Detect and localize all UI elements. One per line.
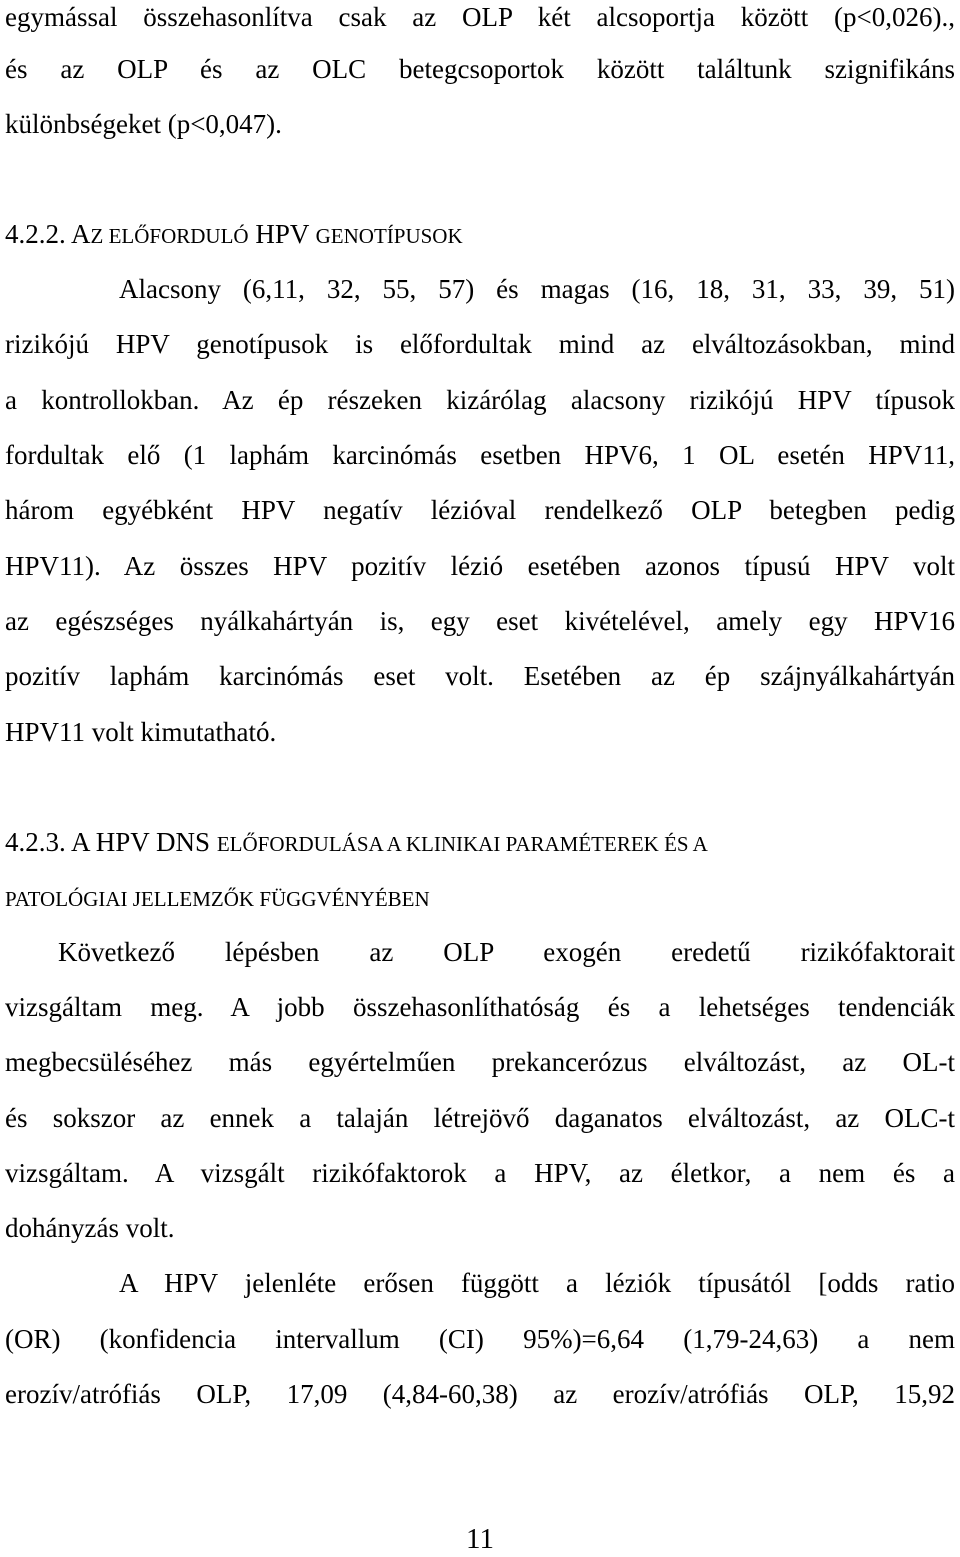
text-line: vizsgáltam meg. A jobb összehasonlíthatóság és a lehetséges tendenciák [5,992,955,1022]
text-line: egymással összehasonlítva csak az OLP két alcsoportja között (p<0,026)., [5,2,955,32]
text-line: pozitív laphám karcinómás eset volt. Esetében az ép szájnyálkahártyán [5,661,955,691]
text-line: (OR) (konfidencia intervallum (CI) 95%)=6,64 (1,79-24,63) a nem [5,1324,955,1354]
text-line: vizsgáltam. A vizsgált rizikófaktorok a HPV, az életkor, a nem és a [5,1158,955,1188]
text-line: különbségeket (p<0,047). [5,109,282,139]
section-title-big: A HPV DNS [71,827,211,857]
section-title-small: ELŐFORDULÁSA A KLINIKAI PARAMÉTEREK ÉS A [216,832,708,856]
text-line: fordultak elő (1 laphám karcinómás esetben HPV6, 1 OL esetén HPV11, [5,440,955,470]
text-line: erozív/atrófiás OLP, 17,09 (4,84-60,38) az erozív/atrófiás OLP, 15,92 [5,1379,955,1409]
text-line: dohányzás volt. [5,1213,175,1243]
text-line: és az OLP és az OLC betegcsoportok között találtunk szignifikáns [5,54,955,84]
section-title-end: GENOTÍPUSOK [315,224,463,248]
section-number: 4.2.2. [5,219,66,249]
text-line: A HPV jelenléte erősen függött a léziók típusától [odds ratio [119,1268,955,1298]
section-title-first-letter: A [71,219,91,249]
section-heading-4-2-3 [5,826,955,858]
text-line: HPV11). Az összes HPV pozitív lézió esetében azonos típusú HPV volt [5,551,955,581]
page-number: 11 [466,1523,494,1555]
text-line: a kontrollokban. Az ép részeken kizárólag alacsony rizikójú HPV típusok [5,385,955,415]
text-line: az egészséges nyálkahártyán is, egy eset kivételével, amely egy HPV16 [5,606,955,636]
text-line: HPV11 volt kimutatható. [5,717,277,747]
text-line: és sokszor az ennek a talaján létrejövő daganatos elváltozást, az OLC-t [5,1103,955,1133]
section-title-hpv: HPV [255,219,309,249]
section-title-small: PATOLÓGIAI JELLEMZŐK FÜGGVÉNYÉBEN [5,887,430,911]
text-line: Alacsony (6,11, 32, 55, 57) és magas (16, 18, 31, 33, 39, 51) [119,274,955,304]
text-line: három egyébként HPV negatív lézióval rendelkező OLP betegben pedig [5,495,955,525]
section-heading-continuation [5,881,955,913]
section-number: 4.2.3. [5,827,66,857]
text-line: rizikójú HPV genotípusok is előfordultak mind az elváltozásokban, mind [5,329,955,359]
section-title-rest: Z ELŐFORDULÓ [90,224,249,248]
text-line: megbecsüléséhez más egyértelműen prekancerózus elváltozást, az OL-t [5,1047,955,1077]
section-heading-4-2-2 [5,218,955,250]
text-line: Következő lépésben az OLP exogén eredetű rizikófaktorait [58,937,955,967]
